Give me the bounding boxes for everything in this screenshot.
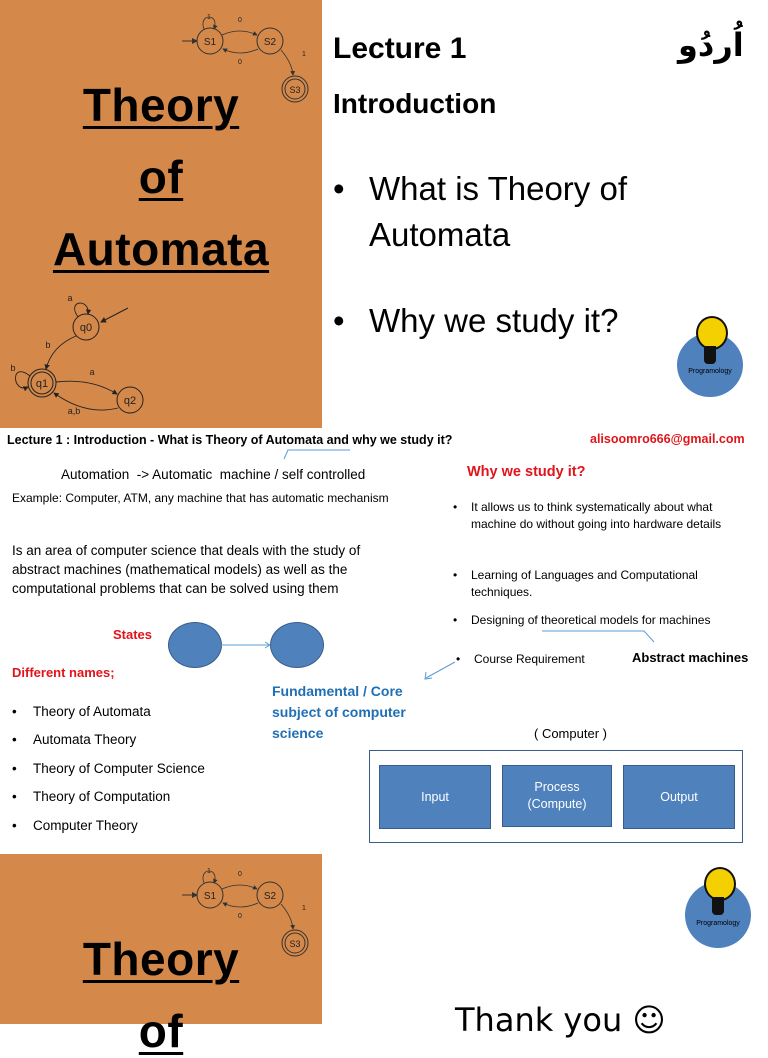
introduction-heading: Introduction [333,88,497,119]
programology-logo [685,882,751,948]
bullet-dot: • [333,302,345,339]
definition-text: Is an area of computer science that deals with the study of abstract machines (mathematical models) as well as the computational problems that can be solved using them [12,543,361,596]
dfa-top-state-1: S1 [203,37,217,48]
dfa-top-label-2: 0 [238,17,242,24]
dfa-top-state-2: S2 [263,891,277,902]
dfa-bottom-label-2: b [45,340,51,350]
dfa-top-state-2: S2 [263,37,277,48]
bulb-icon [704,867,736,901]
dfa-bottom-label-3: b [10,363,16,373]
process-box: Process (Compute) [502,765,612,827]
dfa-bottom-label-1: a [67,293,73,303]
notes-heading: Lecture 1 : Introduction - What is Theory of Automata and why we study it? [7,433,453,447]
example-line: Example: Computer, ATM, any machine that has automatic mechanism [12,491,389,505]
dfa-top-label-2: 0 [238,871,242,878]
dfa-top-state-3: S3 [289,85,301,95]
abstract-machines-label: Abstract machines [632,650,749,665]
fundamental-note: Fundamental / Core subject of computer science [272,683,406,741]
title-line-of: of [138,1005,184,1057]
thank-you-text: Thank you ☺ [455,1001,666,1039]
dfa-top-state-1: S1 [203,891,217,902]
email-address[interactable]: alisoomro666@gmail.com [590,432,745,446]
why-heading: Why we study it? [467,464,586,480]
bulb-base [712,897,724,915]
dfa-top-label-4: 1 [302,51,306,58]
dfa-top-label-4: 1 [302,905,306,912]
dfa-diagram-bottom [6,290,166,424]
lecture-heading: Lecture 1 [333,32,467,65]
dfa-top-label-3: 0 [238,913,242,920]
automation-line: Automation -> Automatic machine / self controlled [61,467,366,482]
dfa-top-label-1: 1 [207,14,211,21]
output-box: Output [623,765,735,829]
slide-3 [0,854,768,1057]
title-line-theory: Theory [82,79,240,131]
programology-logo [677,333,743,397]
states-label: States [113,627,153,642]
dfa-bottom-label-5: a,b [67,406,81,416]
computer-label: ( Computer ) [534,726,607,741]
arrow-annotation-1 [280,444,360,464]
state-circle-2 [270,622,324,668]
logo-label: Programology [696,920,740,927]
slide-1 [0,0,768,428]
dfa-top-label-3: 0 [238,59,242,66]
bullet-text: Why we study it? [369,302,619,339]
different-names-label: Different names; [12,665,115,680]
slide-2: Lecture 1 : Introduction - What is Theory of Automata and why we study it? alisoomro666@gmail.com Automation -> Automatic machine / self controlled Example: Computer, ATM, any machine that has automatic mechanism Is an area of computer science that deals with the study of abstract machines (mathematical models) as well as the computational problems that can be solved using them States Different names; • Theory of Automata • Automata Theory • Theory of Computer Science • Theory of Computation • Computer Theory Fundamental / Core subject of computer science Why we study it? • It allows us to think systematically about what machine do without going into hardware details • Learning of Languages and Computational techniques. • Designing of theoretical models for machines • Course Requirement Abstract machines ( Computer ) Input Process (Compute) Output [0,428,768,854]
dfa-bottom-state-1: q0 [79,322,93,334]
bulb-base [704,346,716,364]
bullet-text: What is Theory of Automata [369,170,627,253]
dfa-top-state-3: S3 [289,939,301,949]
title-line-automata: Automata [52,223,270,275]
bullet-dot: • [333,170,345,207]
dfa-top-label-1: 1 [207,868,211,875]
dfa-bottom-label-4: a [89,367,95,377]
arrow-annotation-2 [540,628,660,648]
state-circle-1 [168,622,222,668]
state-arrow [221,640,271,650]
bulb-icon [696,316,728,350]
logo-label: Programology [688,368,732,375]
dfa-bottom-state-2: q1 [35,378,49,390]
title-line-theory: Theory [82,933,240,985]
arrow-annotation-3 [422,660,458,682]
urdu-label: اُردُو [678,26,744,64]
dfa-bottom-state-3: q2 [123,395,137,407]
input-box: Input [379,765,491,829]
title-line-of: of [138,151,184,203]
